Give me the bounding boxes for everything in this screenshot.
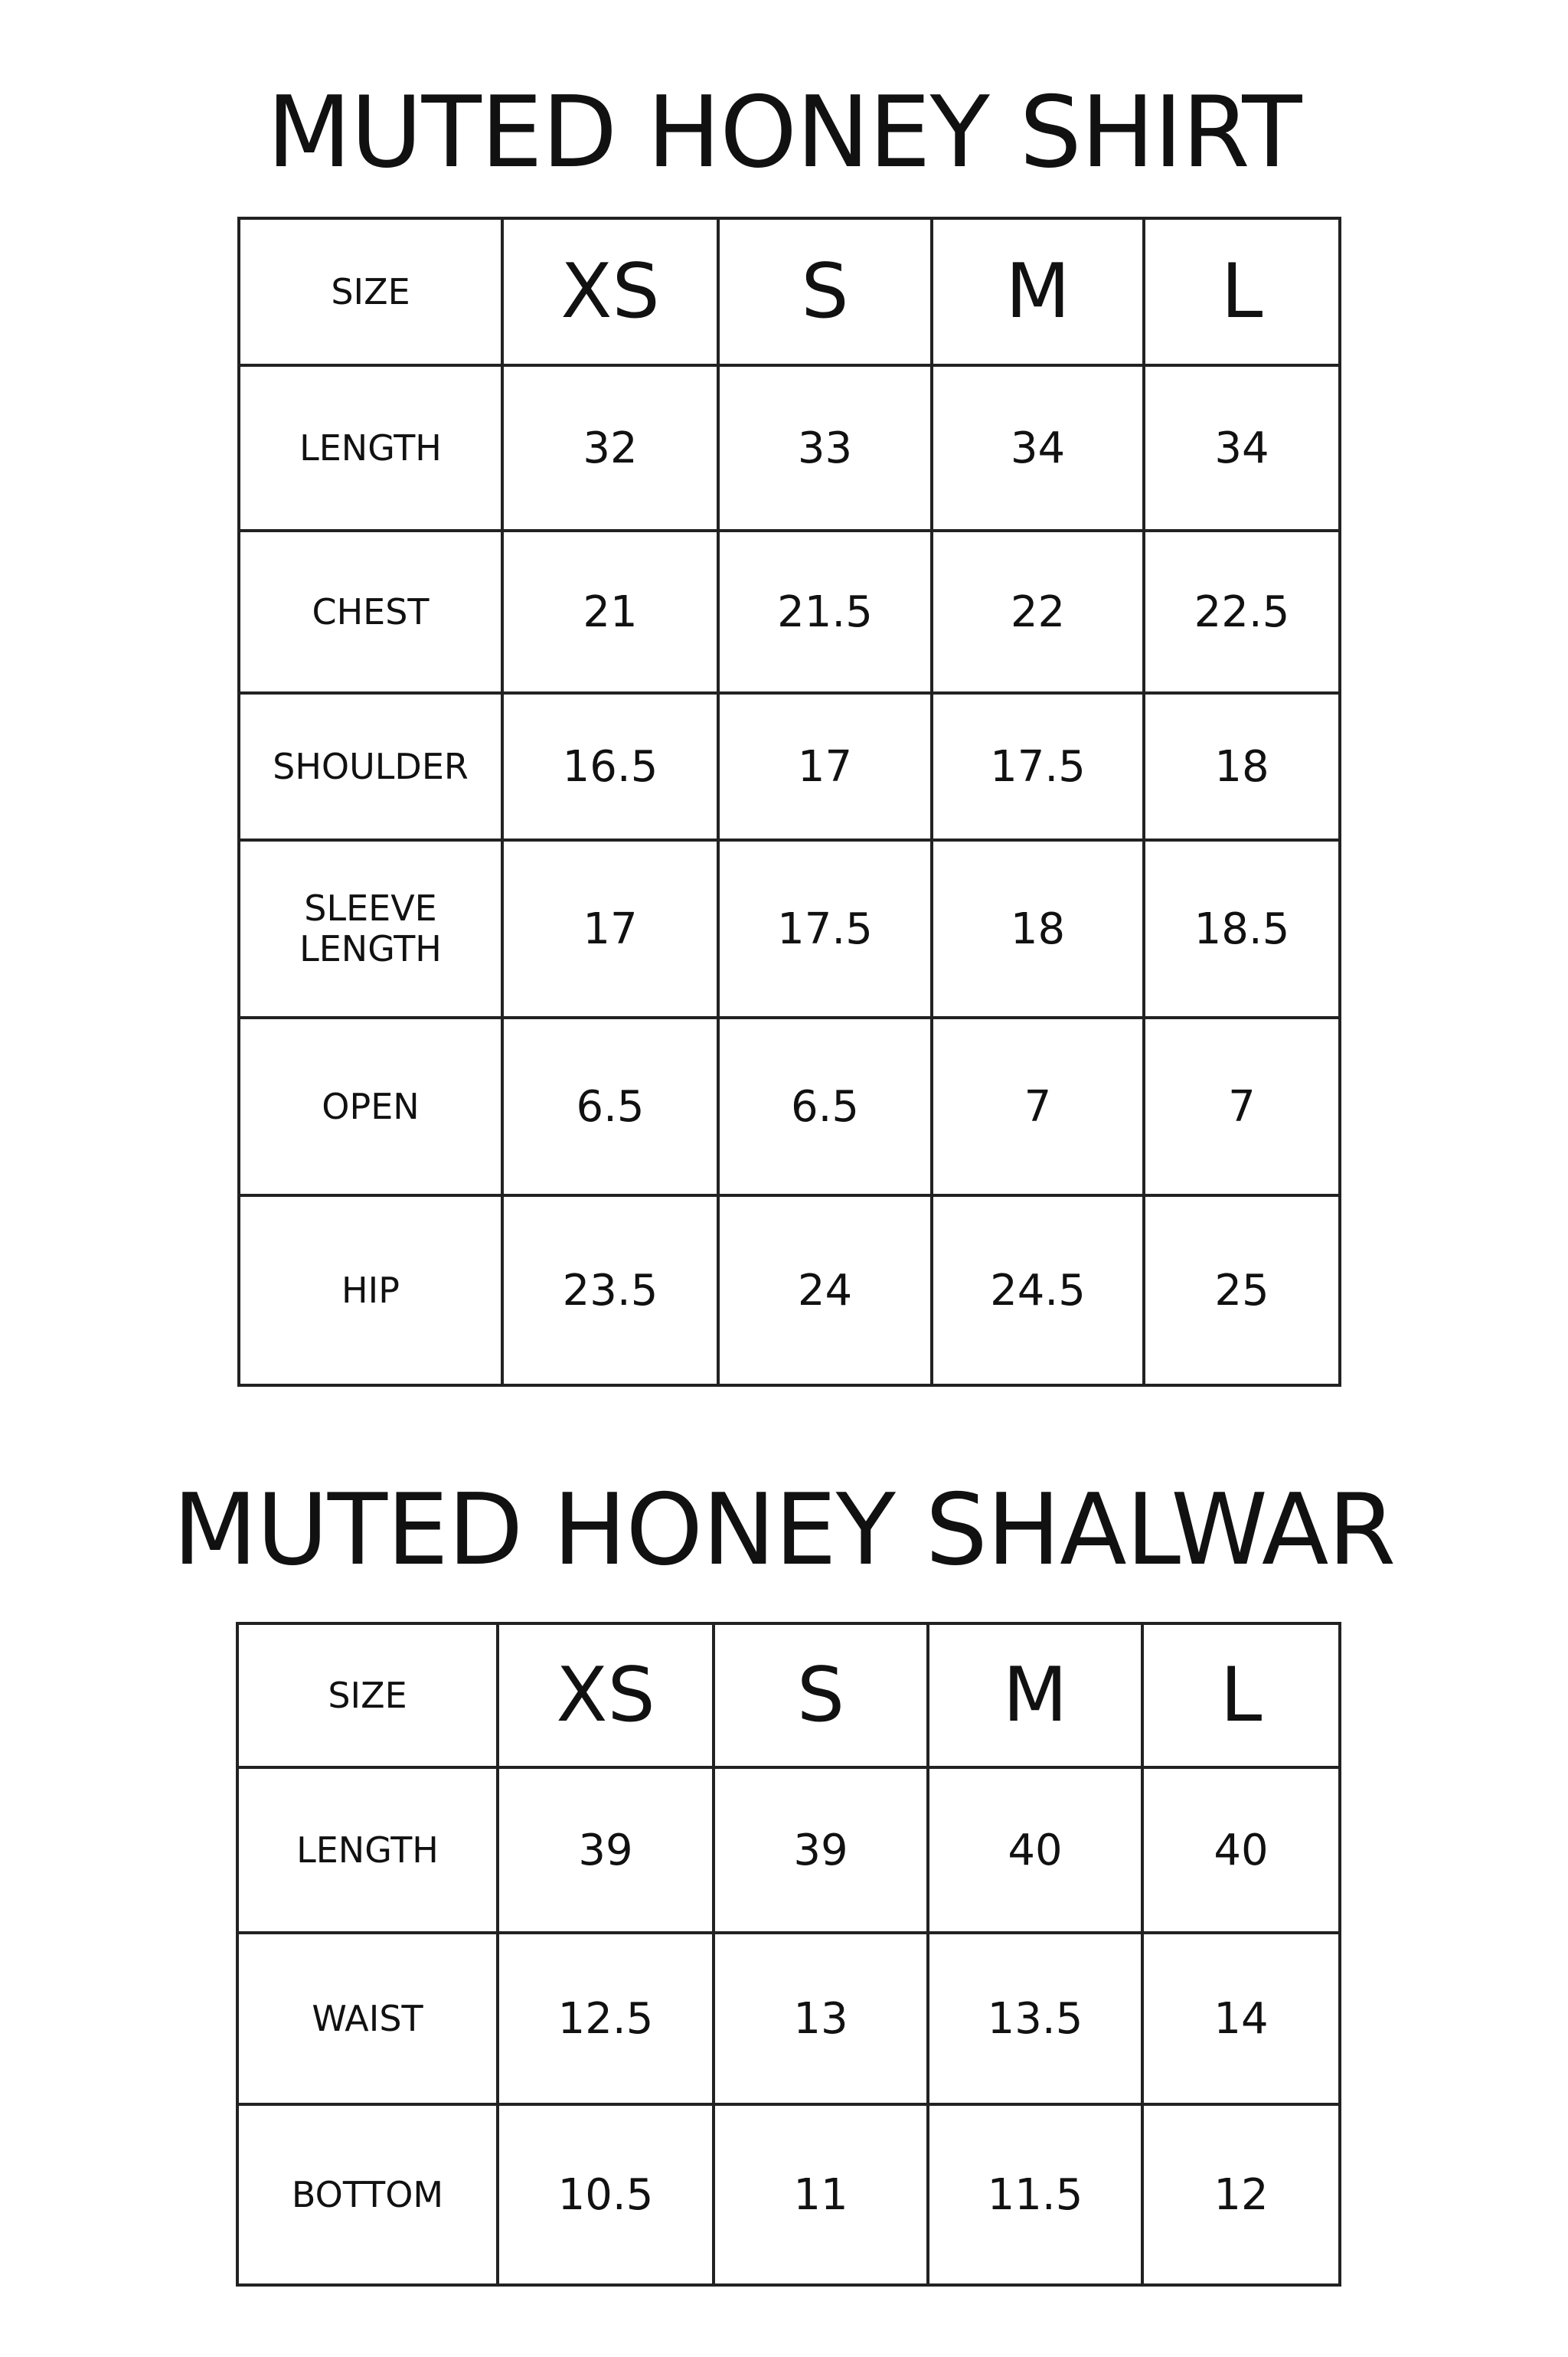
shirt-measurement-cell: 34 [932, 365, 1144, 531]
shalwar-row-label: WAIST [237, 1933, 498, 2104]
shalwar-chart-title: MUTED HONEY SHALWAR [172, 1473, 1396, 1587]
shirt-row-label: LENGTH [239, 365, 502, 531]
shalwar-row-waist [237, 1933, 1340, 2104]
shirt-row-sleeve-length [239, 840, 1340, 1018]
shirt-measurement-cell: 21.5 [718, 531, 932, 693]
shirt-measurement-cell: 23.5 [502, 1195, 718, 1385]
shirt-row-label: HIP [239, 1195, 502, 1385]
shalwar-measurement-cell: 13.5 [928, 1933, 1142, 2104]
shirt-measurement-cell: 32 [502, 365, 718, 531]
shirt-measurement-cell: 6.5 [502, 1018, 718, 1195]
shirt-size-header: XS [502, 218, 718, 365]
shirt-row-length [239, 365, 1340, 531]
shalwar-measurement-cell: 40 [1142, 1767, 1340, 1933]
shirt-measurement-cell: 18 [1144, 693, 1340, 840]
shirt-size-corner-label: SIZE [239, 218, 502, 365]
shirt-measurement-cell: 22.5 [1144, 531, 1340, 693]
shirt-measurement-cell: 17.5 [718, 840, 932, 1018]
shirt-header-row [239, 218, 1340, 365]
shirt-measurement-cell: 24 [718, 1195, 932, 1385]
shirt-row-open [239, 1018, 1340, 1195]
shalwar-size-corner-label: SIZE [237, 1623, 498, 1767]
shalwar-measurement-cell: 14 [1142, 1933, 1340, 2104]
shalwar-measurement-cell: 10.5 [498, 2104, 714, 2285]
shalwar-size-header: L [1142, 1623, 1340, 1767]
shalwar-size-header: XS [498, 1623, 714, 1767]
shalwar-measurement-cell: 39 [498, 1767, 714, 1933]
shalwar-measurement-cell: 40 [928, 1767, 1142, 1933]
shalwar-measurement-cell: 12.5 [498, 1933, 714, 2104]
shirt-size-table [237, 217, 1341, 1387]
shalwar-row-label: BOTTOM [237, 2104, 498, 2285]
shalwar-row-length [237, 1767, 1340, 1933]
shirt-measurement-cell: 22 [932, 531, 1144, 693]
shirt-row-label: CHEST [239, 531, 502, 693]
shirt-row-shoulder [239, 693, 1340, 840]
shirt-row-chest [239, 531, 1340, 693]
shalwar-measurement-cell: 13 [714, 1933, 928, 2104]
shalwar-row-bottom [237, 2104, 1340, 2285]
shalwar-measurement-cell: 39 [714, 1767, 928, 1933]
shalwar-measurement-cell: 12 [1142, 2104, 1340, 2285]
shirt-measurement-cell: 16.5 [502, 693, 718, 840]
shirt-row-hip [239, 1195, 1340, 1385]
shalwar-measurement-cell: 11.5 [928, 2104, 1142, 2285]
shirt-measurement-cell: 18 [932, 840, 1144, 1018]
shirt-measurement-cell: 21 [502, 531, 718, 693]
shalwar-size-header: M [928, 1623, 1142, 1767]
shirt-row-label: SLEEVE LENGTH [239, 840, 502, 1018]
shirt-size-header: M [932, 218, 1144, 365]
shirt-measurement-cell: 18.5 [1144, 840, 1340, 1018]
shirt-measurement-cell: 24.5 [932, 1195, 1144, 1385]
shirt-measurement-cell: 17.5 [932, 693, 1144, 840]
shirt-measurement-cell: 34 [1144, 365, 1340, 531]
shirt-chart-title: MUTED HONEY SHIRT [266, 76, 1302, 190]
shirt-measurement-cell: 7 [932, 1018, 1144, 1195]
shalwar-size-table [236, 1622, 1341, 2287]
shirt-measurement-cell: 17 [718, 693, 932, 840]
shalwar-header-row [237, 1623, 1340, 1767]
shirt-measurement-cell: 25 [1144, 1195, 1340, 1385]
shirt-measurement-cell: 6.5 [718, 1018, 932, 1195]
shalwar-size-header: S [714, 1623, 928, 1767]
shirt-row-label: OPEN [239, 1018, 502, 1195]
shirt-size-header: S [718, 218, 932, 365]
shirt-row-label: SHOULDER [239, 693, 502, 840]
shirt-measurement-cell: 33 [718, 365, 932, 531]
shirt-measurement-cell: 17 [502, 840, 718, 1018]
shalwar-measurement-cell: 11 [714, 2104, 928, 2285]
shirt-measurement-cell: 7 [1144, 1018, 1340, 1195]
shirt-size-header: L [1144, 218, 1340, 365]
shalwar-row-label: LENGTH [237, 1767, 498, 1933]
